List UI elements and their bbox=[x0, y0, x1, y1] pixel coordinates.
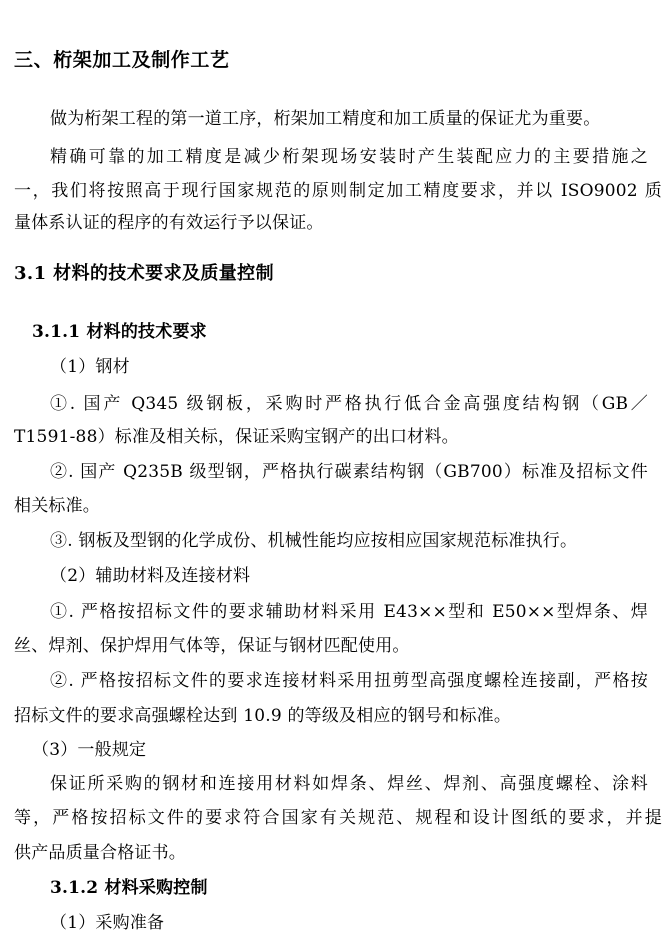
auxiliary-item-2-line-1: ②. 严格按招标文件的要求连接材料采用扭剪型高强度螺栓连接副，严格按 bbox=[50, 671, 648, 691]
intro-paragraph-2-line-1: 精确可靠的加工精度是减少桁架现场安装时产生装配应力的主要措施之 bbox=[50, 147, 648, 167]
heading-3-1: 3.1 材料的技术要求及质量控制 bbox=[14, 263, 274, 284]
intro-paragraph-2-line-3: 量体系认证的程序的有效运行予以保证。 bbox=[14, 213, 324, 233]
general-heading: （3）一般规定 bbox=[32, 740, 147, 760]
section-title: 三、桁架加工及制作工艺 bbox=[14, 49, 230, 71]
heading-3-1-2: 3.1.2 材料采购控制 bbox=[50, 878, 208, 898]
procurement-prep-heading: （1）采购准备 bbox=[50, 913, 165, 933]
steel-item-2-line-1: ②. 国产 Q235B 级型钢，严格执行碳素结构钢（GB700）标准及招标文件 bbox=[50, 462, 648, 482]
auxiliary-item-2-line-2: 招标文件的要求高强螺栓达到 10.9 的等级及相应的钢号和标准。 bbox=[14, 706, 512, 726]
heading-3-1-1: 3.1.1 材料的技术要求 bbox=[32, 322, 207, 342]
general-paragraph-line-2: 等，严格按招标文件的要求符合国家有关规范、规程和设计图纸的要求，并提 bbox=[14, 808, 662, 828]
auxiliary-heading: （2）辅助材料及连接材料 bbox=[50, 566, 251, 586]
steel-item-2-line-2: 相关标准。 bbox=[14, 496, 100, 516]
general-paragraph-line-1: 保证所采购的钢材和连接用材料如焊条、焊丝、焊剂、高强度螺栓、涂料 bbox=[50, 774, 648, 794]
general-paragraph-line-3: 供产品质量合格证书。 bbox=[14, 843, 186, 863]
auxiliary-item-1-line-2: 丝、焊剂、保护焊用气体等，保证与钢材匹配使用。 bbox=[14, 636, 410, 656]
auxiliary-item-1-line-1: ①. 严格按招标文件的要求辅助材料采用 E43××型和 E50××型焊条、焊 bbox=[50, 602, 648, 622]
steel-heading: （1）钢材 bbox=[50, 357, 130, 377]
intro-paragraph-2-line-2: 一，我们将按照高于现行国家规范的原则制定加工精度要求，并以 ISO9002 质 bbox=[14, 181, 662, 201]
steel-item-1-line-2: T1591-88）标准及相关标，保证采购宝钢产的出口材料。 bbox=[14, 427, 459, 447]
steel-item-1-line-1: ①. 国产 Q345 级钢板，采购时严格执行低合金高强度结构钢（GB／ bbox=[50, 394, 648, 414]
intro-paragraph-1: 做为桁架工程的第一道工序，桁架加工精度和加工质量的保证尤为重要。 bbox=[50, 109, 601, 129]
steel-item-3: ③. 钢板及型钢的化学成份、机械性能均应按相应国家规范标准执行。 bbox=[50, 531, 578, 551]
